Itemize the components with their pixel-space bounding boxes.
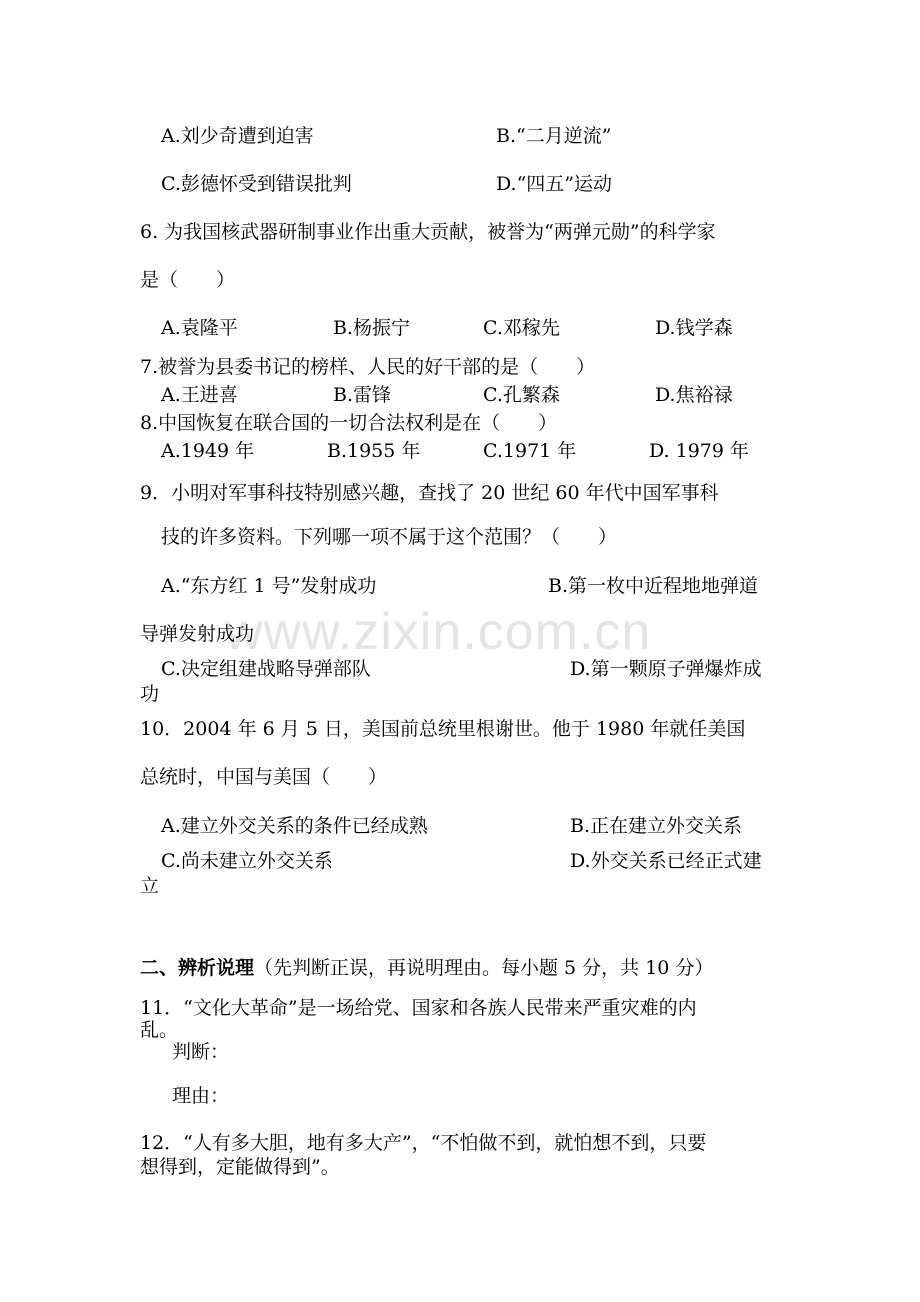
section-title: 二、辨析说理 [140, 957, 255, 979]
q9-option-c: C.决定组建战略导弹部队 [161, 658, 371, 680]
q7-option-b: B.雷锋 [333, 384, 392, 406]
q12-stem-line1: 12．“人有多大胆，地有多大产”，“不怕做不到，就怕想不到，只要 [140, 1132, 707, 1154]
q9-option-a: A.“东方红 1 号”发射成功 [161, 575, 377, 597]
q5-option-b: B.“二月逆流” [496, 125, 612, 147]
q6-option-b: B.杨振宁 [333, 317, 411, 339]
q9-option-b-continued: 导弹发射成功 [140, 623, 255, 645]
q8-stem: 8.中国恢复在联合国的一切合法权利是在（ ） [140, 412, 558, 434]
q10-option-a: A.建立外交关系的条件已经成熟 [161, 815, 428, 837]
q9-option-b: B.第一枚中近程地地弹道 [548, 575, 759, 597]
q9-option-d: D.第一颗原子弹爆炸成 [570, 658, 762, 680]
q7-option-d: D.焦裕禄 [655, 384, 733, 406]
q8-option-d: D. 1979 年 [649, 440, 750, 462]
q10-stem-line2: 总统时，中国与美国（ ） [140, 766, 388, 788]
q10-stem-line1: 10．2004 年 6 月 5 日，美国前总统里根谢世。他于 1980 年就任美国 [140, 718, 746, 740]
q7-stem: 7.被誉为县委书记的榜样、人民的好干部的是（ ） [140, 356, 596, 378]
q10-option-d: D.外交关系已经正式建 [570, 850, 762, 872]
q11-reason-label: 理由： [172, 1085, 230, 1107]
q6-option-a: A.袁隆平 [161, 317, 238, 339]
q10-option-d-continued: 立 [140, 875, 160, 897]
q12-stem-line2: 想得到，定能做得到”。 [140, 1156, 340, 1178]
q7-option-c: C.孔繁森 [483, 384, 560, 406]
q9-option-d-continued: 功 [140, 683, 160, 705]
q8-option-a: A.1949 年 [161, 440, 255, 462]
q8-option-b: B.1955 年 [327, 440, 421, 462]
q11-judgment-label: 判断： [172, 1041, 230, 1063]
q8-option-c: C.1971 年 [483, 440, 577, 462]
q6-option-c: C.邓稼先 [483, 317, 560, 339]
q5-option-c: C.彭德怀受到错误批判 [161, 173, 352, 195]
q9-stem-line2: 技的许多资料。下列哪一项不属于这个范围？（ ） [161, 526, 618, 548]
q5-option-d: D.“四五”运动 [496, 173, 613, 195]
section-instructions: （先判断正误，再说明理由。每小题 5 分，共 10 分） [254, 957, 714, 979]
q5-option-a: A.刘少奇遭到迫害 [161, 125, 314, 147]
q6-option-d: D.钱学森 [655, 317, 733, 339]
q6-stem-line2: 是（ ） [140, 269, 236, 291]
q6-stem-line1: 6. 为我国核武器研制事业作出重大贡献，被誉为“两弹元勋”的科学家 [140, 221, 716, 243]
q10-option-c: C.尚未建立外交关系 [161, 850, 333, 872]
q11-stem-line1: 11．“文化大革命”是一场给党、国家和各族人民带来严重灾难的内 [140, 997, 697, 1019]
q10-option-b: B.正在建立外交关系 [570, 815, 743, 837]
watermark: www.zixin.com.cn [225, 603, 652, 661]
q9-stem-line1: 9．小明对军事科技特别感兴趣，查找了 20 世纪 60 年代中国军事科 [140, 482, 719, 504]
q11-stem-line2: 乱。 [140, 1019, 179, 1041]
q7-option-a: A.王进喜 [161, 384, 238, 406]
section-heading [140, 956, 713, 980]
